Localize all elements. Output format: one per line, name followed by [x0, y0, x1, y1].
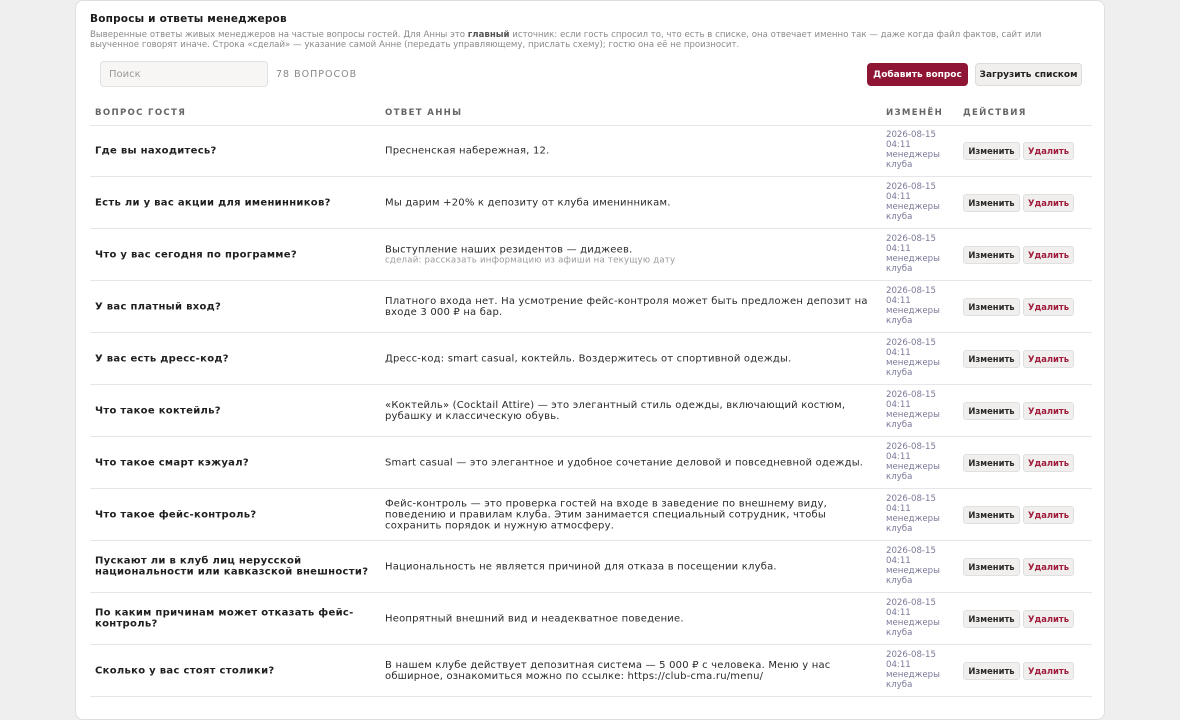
delete-button[interactable]: Удалить: [1023, 142, 1074, 160]
bulk-upload-button[interactable]: Загрузить списком: [975, 63, 1082, 86]
answer-text: Неопрятный внешний вид и неадекватное поведение.: [385, 613, 684, 624]
actions-cell: [963, 558, 1083, 576]
answer-cell: [385, 145, 880, 156]
add-question-button[interactable]: Добавить вопрос: [867, 63, 968, 86]
changed-time: 04:11: [886, 504, 911, 514]
actions-cell: [963, 350, 1083, 368]
question-cell: Что такое фейс-контроль?: [95, 508, 257, 520]
changed-time: 04:11: [886, 140, 911, 150]
edit-button[interactable]: Изменить: [963, 298, 1020, 316]
delete-button[interactable]: Удалить: [1023, 610, 1074, 628]
answer-text: Платного входа нет. На усмотрение фейс-контроля может быть предложен депозит на входе 3 000 ₽ на бар.: [385, 295, 868, 318]
table-header: [90, 101, 1092, 126]
changed-date: 2026-08-15: [886, 494, 936, 504]
changed-cell: [886, 338, 956, 378]
table-row: [90, 489, 1092, 541]
delete-button[interactable]: Удалить: [1023, 402, 1074, 420]
delete-button[interactable]: Удалить: [1023, 558, 1074, 576]
question-cell: Что такое смарт кэжуал?: [95, 456, 249, 468]
answer-cell: [385, 498, 880, 531]
answer-text: Дресс-код: smart casual, коктейль. Воздержитесь от спортивной одежды.: [385, 353, 792, 364]
actions-cell: [963, 610, 1083, 628]
answer-text: Мы дарим +20% к депозиту от клуба именинникам.: [385, 197, 671, 208]
changed-by: менеджеры клуба: [886, 670, 940, 690]
changed-cell: [886, 234, 956, 274]
actions-cell: [963, 142, 1083, 160]
answer-cell: [385, 457, 880, 468]
changed-date: 2026-08-15: [886, 286, 936, 296]
answer-cell: [385, 296, 880, 318]
changed-time: 04:11: [886, 192, 911, 202]
changed-by: менеджеры клуба: [886, 410, 940, 430]
changed-date: 2026-08-15: [886, 390, 936, 400]
question-cell: У вас платный вход?: [95, 300, 222, 312]
changed-time: 04:11: [886, 400, 911, 410]
table-row: [90, 229, 1092, 281]
changed-date: 2026-08-15: [886, 442, 936, 452]
answer-note: сделай: рассказать информацию из афиши на текущую дату: [385, 255, 676, 265]
actions-cell: [963, 506, 1083, 524]
answer-text: В нашем клубе действует депозитная система — 5 000 ₽ с человека. Меню у нас обширное, ознакомиться можно по ссылке: https://club-cma.ru/menu/: [385, 659, 831, 682]
actions-cell: [963, 454, 1083, 472]
changed-cell: [886, 650, 956, 690]
changed-by: менеджеры клуба: [886, 202, 940, 222]
changed-by: менеджеры клуба: [886, 306, 940, 326]
changed-date: 2026-08-15: [886, 234, 936, 244]
column-answer: ОТВЕТ АННЫ: [385, 108, 463, 118]
changed-time: 04:11: [886, 556, 911, 566]
actions-cell: [963, 246, 1083, 264]
column-question: ВОПРОС ГОСТЯ: [95, 108, 187, 118]
column-changed: ИЗМЕНЁН: [886, 108, 944, 118]
actions-cell: [963, 298, 1083, 316]
question-cell: Где вы находитесь?: [95, 144, 217, 156]
edit-button[interactable]: Изменить: [963, 246, 1020, 264]
actions-cell: [963, 194, 1083, 212]
question-count: 78 ВОПРОСОВ: [276, 69, 358, 80]
page-title: Вопросы и ответы менеджеров: [90, 13, 287, 25]
changed-time: 04:11: [886, 296, 911, 306]
page-description: Выверенные ответы живых менеджеров на частые вопросы гостей. Для Анны это главный источник: если гость спросил то, что есть в списке, она отвечает именно так — даже когда файл фактов, сайт или выученное говорят иначе. Строка «сделай» — указание самой Анне (передать управляющему, прислать схему); гостю она её не произносит.: [90, 30, 1042, 50]
table-row: [90, 541, 1092, 593]
table-row: [90, 177, 1092, 229]
delete-button[interactable]: Удалить: [1023, 454, 1074, 472]
changed-date: 2026-08-15: [886, 546, 936, 556]
changed-by: менеджеры клуба: [886, 618, 940, 638]
answer-cell: [385, 244, 880, 265]
delete-button[interactable]: Удалить: [1023, 298, 1074, 316]
delete-button[interactable]: Удалить: [1023, 246, 1074, 264]
changed-cell: [886, 390, 956, 430]
edit-button[interactable]: Изменить: [963, 454, 1020, 472]
table-row: [90, 385, 1092, 437]
changed-time: 04:11: [886, 660, 911, 670]
changed-time: 04:11: [886, 348, 911, 358]
question-cell: Сколько у вас стоят столики?: [95, 664, 275, 676]
changed-cell: [886, 286, 956, 326]
changed-cell: [886, 182, 956, 222]
table-row: [90, 281, 1092, 333]
answer-text: Фейс-контроль — это проверка гостей на входе в заведение по внешнему виду, поведению и правилам клуба. Этим занимается специальный сотрудник, чтобы сохранить порядок и нужную атмосферу.: [385, 498, 827, 531]
table-row: [90, 333, 1092, 385]
actions-cell: [963, 662, 1083, 680]
changed-cell: [886, 546, 956, 586]
question-cell: Есть ли у вас акции для именинников?: [95, 196, 331, 208]
column-actions: ДЕЙСТВИЯ: [963, 108, 1027, 118]
changed-cell: [886, 598, 956, 638]
answer-text: Пресненская набережная, 12.: [385, 145, 550, 156]
actions-cell: [963, 402, 1083, 420]
answer-cell: [385, 613, 880, 624]
changed-by: менеджеры клуба: [886, 150, 940, 170]
changed-date: 2026-08-15: [886, 338, 936, 348]
edit-button[interactable]: Изменить: [963, 506, 1020, 524]
changed-cell: [886, 130, 956, 170]
question-cell: Что у вас сегодня по программе?: [95, 248, 297, 260]
changed-time: 04:11: [886, 608, 911, 618]
delete-button[interactable]: Удалить: [1023, 662, 1074, 680]
table-row: [90, 125, 1092, 177]
changed-by: менеджеры клуба: [886, 462, 940, 482]
edit-button[interactable]: Изменить: [963, 662, 1020, 680]
answer-cell: [385, 353, 880, 364]
answer-text: «Коктейль» (Cocktail Attire) — это элегантный стиль одежды, включающий костюм, рубашку и классическую обувь.: [385, 399, 846, 422]
panel-header: [90, 13, 1090, 50]
changed-time: 04:11: [886, 452, 911, 462]
question-cell: У вас есть дресс-код?: [95, 352, 229, 364]
table-body: [90, 125, 1092, 697]
answer-cell: [385, 197, 880, 208]
changed-by: менеджеры клуба: [886, 254, 940, 274]
answer-text: Smart casual — это элегантное и удобное сочетание деловой и повседневной одежды.: [385, 457, 864, 468]
answer-cell: [385, 660, 880, 682]
table-row: [90, 645, 1092, 697]
edit-button[interactable]: Изменить: [963, 610, 1020, 628]
delete-button[interactable]: Удалить: [1023, 194, 1074, 212]
answer-cell: [385, 561, 880, 572]
delete-button[interactable]: Удалить: [1023, 506, 1074, 524]
changed-date: 2026-08-15: [886, 182, 936, 192]
question-cell: По каким причинам может отказать фейс-контроль?: [95, 607, 354, 630]
answer-text: Национальность не является причиной для отказа в посещении клуба.: [385, 561, 777, 572]
changed-by: менеджеры клуба: [886, 358, 940, 378]
changed-date: 2026-08-15: [886, 598, 936, 608]
question-cell: Что такое коктейль?: [95, 404, 221, 416]
edit-button[interactable]: Изменить: [963, 194, 1020, 212]
changed-by: менеджеры клуба: [886, 566, 940, 586]
faq-panel: [75, 0, 1105, 720]
table-row: [90, 593, 1092, 645]
question-cell: Пускают ли в клуб лиц нерусской национальности или кавказской внешности?: [95, 555, 369, 578]
changed-date: 2026-08-15: [886, 650, 936, 660]
edit-button[interactable]: Изменить: [963, 558, 1020, 576]
edit-button[interactable]: Изменить: [963, 142, 1020, 160]
changed-date: 2026-08-15: [886, 130, 936, 140]
answer-cell: [385, 400, 880, 422]
delete-button[interactable]: Удалить: [1023, 350, 1074, 368]
table-row: [90, 437, 1092, 489]
edit-button[interactable]: Изменить: [963, 402, 1020, 420]
changed-by: менеджеры клуба: [886, 514, 940, 534]
changed-time: 04:11: [886, 244, 911, 254]
edit-button[interactable]: Изменить: [963, 350, 1020, 368]
toolbar: [100, 61, 1082, 89]
search-input[interactable]: [100, 61, 268, 87]
changed-cell: [886, 442, 956, 482]
changed-cell: [886, 494, 956, 534]
answer-text: Выступление наших резидентов — диджеев.: [385, 244, 633, 255]
